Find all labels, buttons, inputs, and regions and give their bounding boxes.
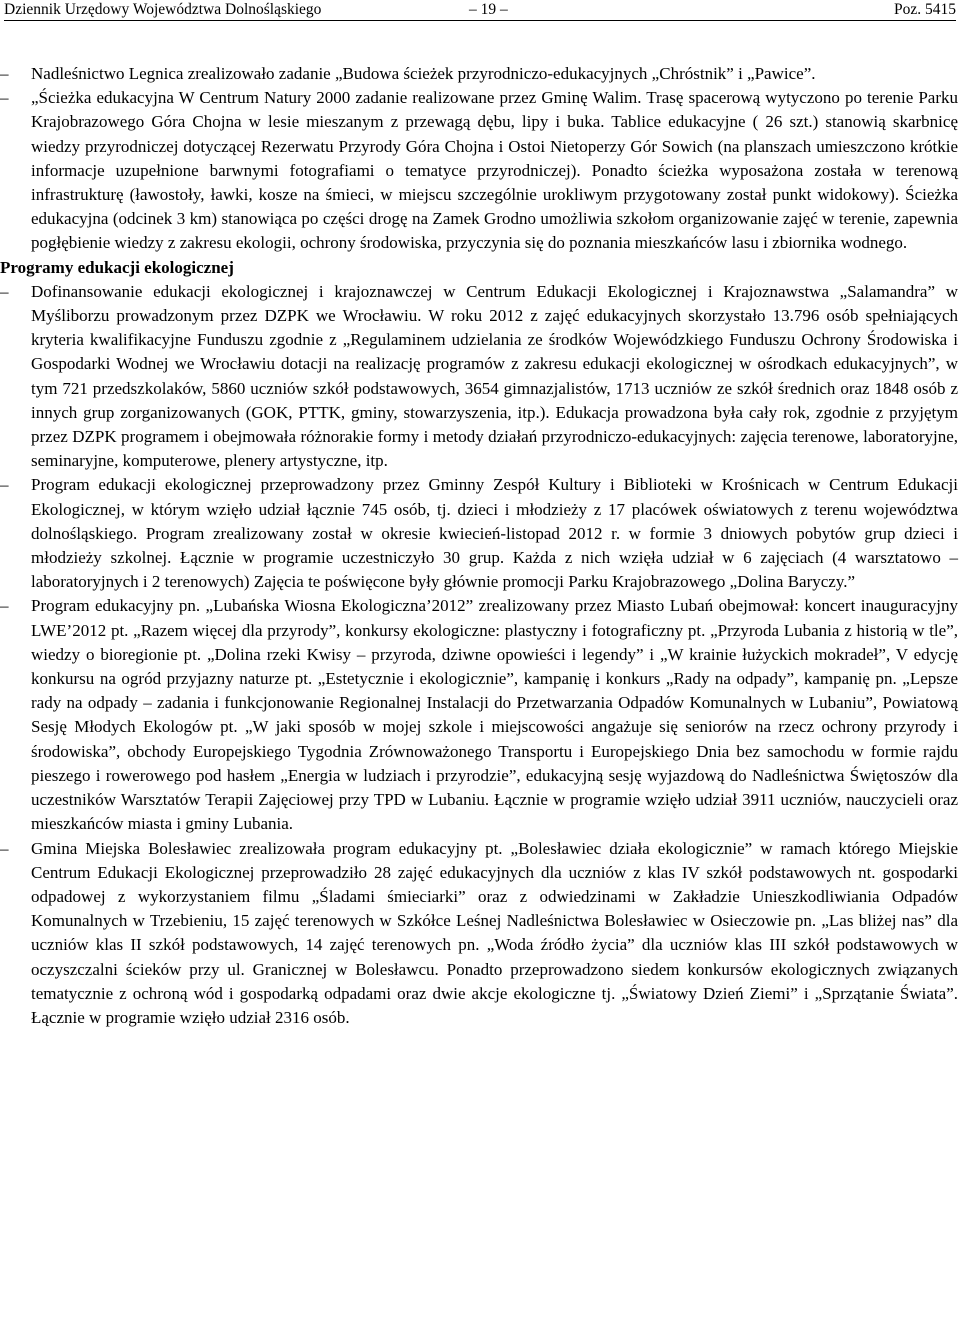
list-item-text: „Ścieżka edukacyjna W Centrum Natury 2000 zadanie realizowane przez Gminę Walim. Trasę spacerową wytyczono po terenie Parku Krajobrazowego Góra Chojna w lesie mieszanym z przewagą dębu, lipy i buka. Tablice edukacyjne ( 26 szt.) stanowią skarbnicę wiedzy przyrodniczej dotyczącej Rezerwatu Przyrody Góra Chojna i Ostoi Nietoperzy Gór Sowich (na planszach umieszczono krótkie informacje uzupełnione barwnymi fotografiami o tematyce przyrodniczej). Ponadto ścieżka wyposażona została w terenową infrastrukturę (ławostoły, ławki, kosze na śmieci, w miejscu szczególnie urokliwym przygotowany został punkt widokowy). Ścieżka edukacyjna (odcinek 3 km) stanowiąca po części drogę na Zamek Grodno umożliwia szkołom organizowanie zajęć w terenie, zapewnia pogłębienie wiedzy z zakresu ekologii, ochrony środowiska, przyczynia się do poznania mieszkańców lasu i zbiornika wodnego. (31, 88, 958, 253)
list-item-text: Nadleśnictwo Legnica zrealizowało zadanie „Budowa ścieżek przyrodniczo-edukacyjnych „Chróstnik” i „Pawice”. (31, 64, 816, 83)
list-item (0, 86, 958, 255)
list-item (0, 594, 958, 836)
dash-bullet: – (0, 838, 9, 858)
dash-bullet: – (0, 596, 9, 616)
list-item (0, 837, 958, 1031)
list-item (0, 473, 958, 594)
dash-bullet: – (0, 88, 9, 108)
list-item (0, 62, 958, 86)
document-body (0, 62, 958, 1030)
list-item-text: Dofinansowanie edukacji ekologicznej i krajoznawczej w Centrum Edukacji Ekologicznej i Krajoznawstwa „Salamandra” w Myśliborzu prowadzonym przez DZPK we Wrocławiu. W roku 2012 z zajęć edukacyjnych skorzystało 13.796 osób spełniających kryteria kwalifikacyjne Funduszu zgodnie z „Regulaminem udzielania ze środków Wojewódzkiego Funduszu Ochrony Środowiska i Gospodarki Wodnej we Wrocławiu dotacji na realizację programów z zakresu edukacji ekologicznej w ośrodkach edukacyjnych”, w tym 721 przedszkolaków, 5860 uczniów szkół podstawowych, 3654 gimnazjalistów, 1713 uczniów ze szkół średnich oraz 1848 osób z innych grup zorganizowanych (GOK, PTTK, gminy, stowarzyszenia, itp.). Edukacja prowadzona była cały rok, zgodnie z przyjętym przez DZPK programem i obejmowała różnorakie formy i metody działań przyrodniczo-edukacyjnych: zajęcia terenowe, laboratoryjne, seminaryjne, komputerowe, plenery artystyczne, itp. (31, 281, 958, 471)
dash-bullet: – (0, 64, 9, 83)
list-item-text: Program edukacyjny pn. „Lubańska Wiosna Ekologiczna’2012” zrealizowany przez Miasto Lubań obejmował: koncert inauguracyjny LWE’2012 pt. „Razem więcej dla przyrody”, konkursy ekologiczne: plastyczny i fotograficzny pt. „Przyroda Lubania z historią w tle”, wiedzy o bioregionie pt. „Dolina rzeki Kwisy – przyroda, dziwne opowieści i legendy” i „W krainie łużyckich mokradeł”, V edycję konkursu na ogród przyjazny naturze pt. „Estetycznie i ekologicznie”, kampanię i konkurs „Rady na odpady”, kampanię pn. „Lepsze rady na odpady – zadania i funkcjonowanie Regionalnej Instalacji do Przetwarzania Odpadów Komunalnych w Lubaniu”, Powiatową Sesję Młodych Ekologów pt. „W jaki sposób w mojej szkole i miejscowości angażuje się seniorów na rzecz ochrony przyrody i środowiska”, obchody Europejskiego Tygodnia Zrównoważonego Transportu i Europejskiego Dnia bez samochodu w formie rajdu pieszego i rowerowego pod hasłem „Energia w ludziach i przyrodzie”, edukacyjną sesję wyjazdową do Nadleśnictwa Świętoszów dla uczestników Warsztatów Terapii Zajęciowej przy TPD w Lubaniu. Łącznie w programie wzięło udział 3911 uczniów, nauczycieli oraz mieszkańców miasta i gminy Lubania. (31, 596, 958, 834)
list-item-text: Program edukacji ekologicznej przeprowadzony przez Gminny Zespół Kultury i Biblioteki w Krośnicach w Centrum Edukacji Ekologicznej, w którym wzięło udział łącznie 745 osób, tj. dzieci i młodzieży z 17 placówek oświatowych z terenu województwa dolnośląskiego. Program zrealizowany został w okresie kwiecień-listopad 2012 r. w formie 3 dniowych pobytów grup dzieci i młodzieży szkolnej. Łącznie w programie uczestniczyło 30 grup. Każda z nich wzięła udział w 6 zajęciach (4 warsztatowo – laboratoryjnych i 2 terenowych) Zajęcia te poświęcone były głównie promocji Parku Krajobrazowego „Dolina Baryczy.” (31, 475, 958, 592)
section-heading: Programy edukacji ekologicznej (0, 257, 234, 277)
dash-bullet: – (0, 281, 9, 301)
page-header (4, 0, 956, 21)
dash-bullet: – (0, 475, 9, 495)
page-number: – 19 – (469, 1, 508, 18)
list-item (0, 280, 958, 474)
list-item-text: Gmina Miejska Bolesławiec zrealizowała program edukacyjny pt. „Bolesławiec działa ekologicznie” w ramach którego Miejskie Centrum Edukacji Ekologicznej przeprowadziło 28 zajęć edukacyjnych dla uczniów z klas IV szkół podstawowych nt. gospodarki odpadowej z wykorzystaniem filmu „Śladami śmieciarki” oraz z odwiedzinami w Zakładzie Unieszkodliwiania Odpadów Komunalnych w Trzebieniu, 15 zajęć terenowych w Szkółce Leśnej Nadleśnictwa Bolesławiec w Osieczowie pn. „Las bliżej nas” dla uczniów klas II szkół podstawowych, 14 zajęć terenowych pn. „Woda źródło życia” dla uczniów klas III szkół podstawowych w oczyszczalni ścieków przy ul. Granicznej w Bolesławcu. Ponadto przeprowadzono siedem konkursów ekologicznych związanych tematycznie z ochroną wód i gospodarką odpadami oraz dwie akcje ekologiczne tj. „Światowy Dzień Ziemi” i „Sprzątanie Świata”. Łącznie w programie wzięło udział 2316 osób. (31, 838, 958, 1027)
position-number: Poz. 5415 (894, 1, 956, 18)
journal-title: Dziennik Urzędowy Województwa Dolnośląskiego (4, 1, 322, 18)
